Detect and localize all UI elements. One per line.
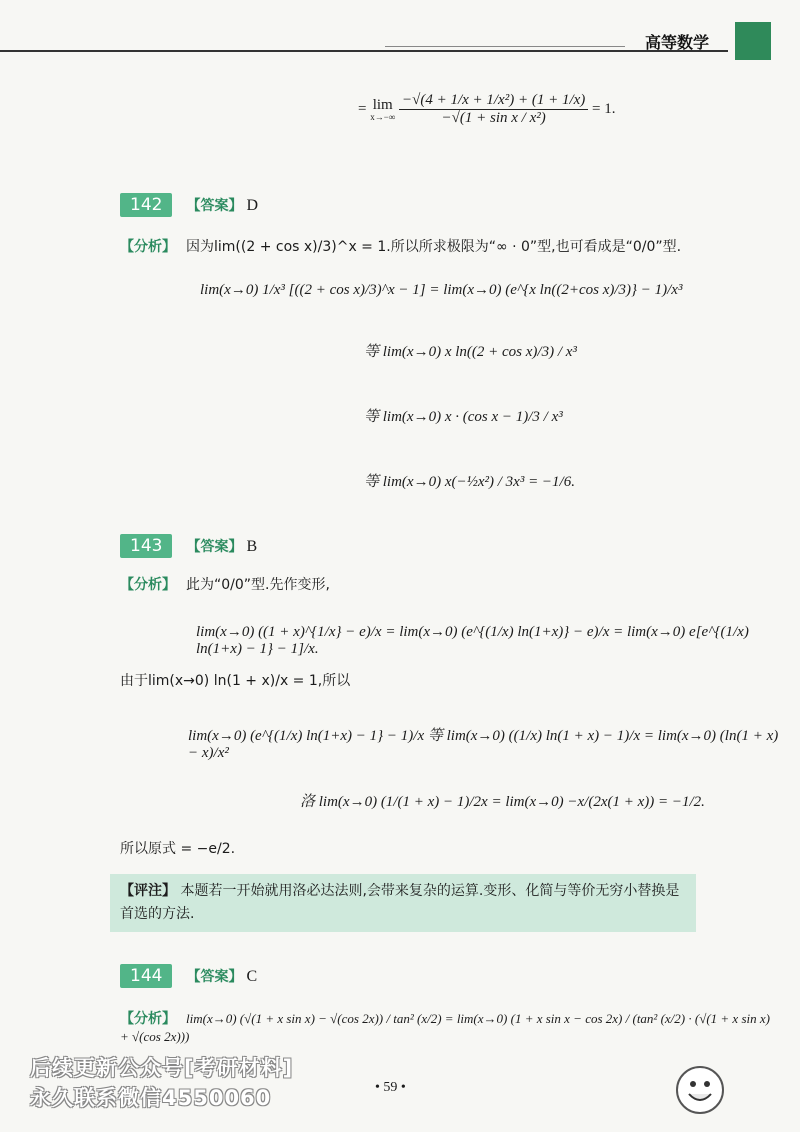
book-title: 高等数学 (645, 33, 710, 52)
step-142-3: 等 lim(x→0) x · (cos x − 1)/3 / x³ (364, 409, 563, 425)
answer-letter: B (246, 538, 258, 555)
lim-operator: lim x→−∞ (370, 97, 396, 122)
watermark-line-2: 永久联系微信4550060 (30, 1086, 272, 1110)
result: = 1. (592, 100, 616, 117)
numerator: −√(4 + 1/x + 1/x²) + (1 + 1/x) (399, 92, 588, 110)
step-142-4: 等 lim(x→0) x(−½x²) / 3x³ = −1/6. (364, 474, 575, 490)
top-fraction (399, 92, 588, 127)
smiley-icon (676, 1066, 724, 1114)
intro-text: 因为lim((2 + cos x)/3)^x = 1.所以所求极限为“∞ · 0”型,也可看成是“0/0”型. (186, 239, 682, 255)
analysis-tag: 【分析】 (120, 1011, 176, 1027)
denominator: −√(1 + sin x / x²) (441, 110, 546, 126)
header-rule (0, 50, 728, 52)
equals-sign: = (358, 100, 367, 117)
problem-144-analysis (120, 1008, 780, 1046)
header-tab-marker (735, 22, 771, 60)
note-text (120, 880, 690, 926)
problem-number-badge: 143 (120, 534, 172, 558)
step-144-1: lim(x→0) (√(1 + x sin x) − √(cos 2x)) / tan² (x/2) = lim(x→0) (1 + x sin x − cos 2x) / (tan² (x/2) · (√(1 + x sin x) + √(cos 2x))) (120, 1011, 770, 1044)
step-143-4: 洛 lim(x→0) (1/(1 + x) − 1)/2x = lim(x→0) −x/(2x(1 + x)) = −1/2. (300, 794, 705, 810)
problem-143-intro (120, 574, 720, 594)
note-body: 本题若一开始就用洛必达法则,会带来复杂的运算.变形、化简与等价无穷小替换是首选的方法. (120, 883, 680, 922)
note-tag: 【评注】 (120, 883, 176, 899)
analysis-tag: 【分析】 (120, 239, 176, 255)
answer-tag: 【答案】 (186, 539, 243, 555)
step-142-2: 等 lim(x→0) x ln((2 + cos x)/3) / x³ (364, 344, 577, 360)
problem-142-header (120, 195, 258, 215)
page-number: • 59 • (375, 1080, 406, 1095)
step-143-3: lim(x→0) (e^{(1/x) ln(1+x) − 1} − 1)/x 等 lim(x→0) ((1/x) ln(1 + x) − 1)/x = lim(x→0) (ln(1 + x) − x)/x² (188, 728, 779, 761)
problem-142-intro (120, 236, 720, 256)
problem-number-badge: 142 (120, 193, 172, 217)
problem-143-header (120, 536, 257, 556)
step-143-5: 所以原式 = −e/2. (120, 841, 236, 857)
step-143-2: 由于lim(x→0) ln(1 + x)/x = 1,所以 (120, 673, 351, 689)
answer-letter: C (246, 968, 258, 985)
step-142-1: lim(x→0) 1/x³ [((2 + cos x)/3)^x − 1] = lim(x→0) (e^{x ln((2+cos x)/3)} − 1)/x³ (200, 282, 683, 298)
intro-text: 此为“0/0”型.先作变形, (186, 577, 330, 593)
step-143-1: lim(x→0) ((1 + x)^{1/x} − e)/x = lim(x→0) (e^{(1/x) ln(1+x)} − e)/x = lim(x→0) e[e^{(1/x) ln(1+x) − 1} − 1]/x. (196, 624, 749, 657)
answer-tag: 【答案】 (186, 969, 243, 985)
problem-144-header (120, 966, 257, 986)
answer-tag: 【答案】 (186, 198, 243, 214)
problem-number-badge: 144 (120, 964, 172, 988)
answer-letter: D (246, 197, 259, 214)
header-thin-rule (385, 46, 625, 47)
analysis-tag: 【分析】 (120, 577, 176, 593)
watermark-line-1: 后续更新公众号[考研材料] (30, 1056, 294, 1080)
top-formula (358, 92, 615, 127)
